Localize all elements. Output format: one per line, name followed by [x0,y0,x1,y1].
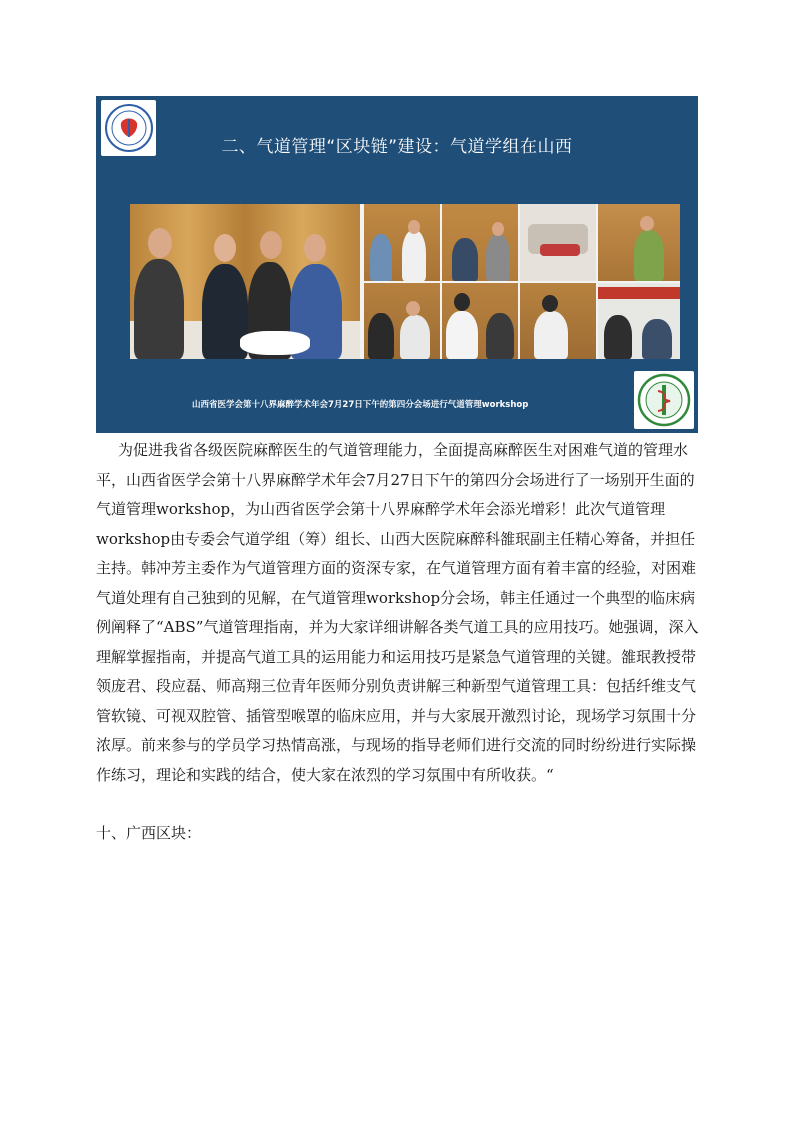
photo-collage [130,204,680,359]
hospital-logo [634,371,694,429]
workshop-photo-8 [520,283,596,359]
workshop-photo-9 [598,283,680,359]
workshop-photo-3 [442,204,518,281]
workshop-photo-main [130,204,360,359]
workshop-photo-6 [520,204,596,281]
hospital-emblem-icon [637,373,691,427]
slide-caption: 山西省医学会第十八界麻醉学术年会7月27日下午的第四分会场进行气道管理workshop [192,400,529,410]
paragraph-text: 为促进我省各级医院麻醉医生的气道管理能力，全面提高麻醉医生对困难气道的管理水平，山西省医学会第十八界麻醉学术年会7月27日下午的第四分会场进行了一场别开生面的气道管理workshop，为山西省医学会第十八界麻醉学术年会添光增彩！此次气道管理workshop由专委会气道学组（筹）组长、山西大医院麻醉科雒珉副主任精心筹备，并担任主持。韩冲芳主委作为气道管理方面的资深专家，在气道管理方面有着丰富的经验，对困难气道处理有自己独到的见解，在气道管理workshop分会场，韩主任通过一个典型的临床病例阐释了“ABS”气道管理指南，并为大家详细讲解各类气道工具的应用技巧。她强调，深入理解掌握指南，并提高气道工具的运用能力和运用技巧是紧急气道管理的关键。雒珉教授带领庞君、段应磊、师高翔三位青年医师分别负责讲解三种新型气道管理工具：包括纤维支气管软镜、可视双腔管、插管型喉罩的临床应用，并与大家展开激烈讨论，现场学习氛围十分浓厚。前来参与的学员学习热情高涨，与现场的指导老师们进行交流的同时纷纷进行实际操作练习，理论和实践的结合，使大家在浓烈的学习氛围中有所收获。“ [96,441,699,784]
workshop-photo-4 [364,283,440,359]
workshop-photo-2 [364,204,440,281]
workshop-photo-5 [442,283,518,359]
body-paragraph [96,436,700,790]
presentation-slide [96,96,698,433]
workshop-photo-7 [598,204,680,281]
section-heading: 十、广西区块： [96,824,202,842]
slide-title: 二、气道管理“区块链”建设：气道学组在山西 [221,137,573,157]
